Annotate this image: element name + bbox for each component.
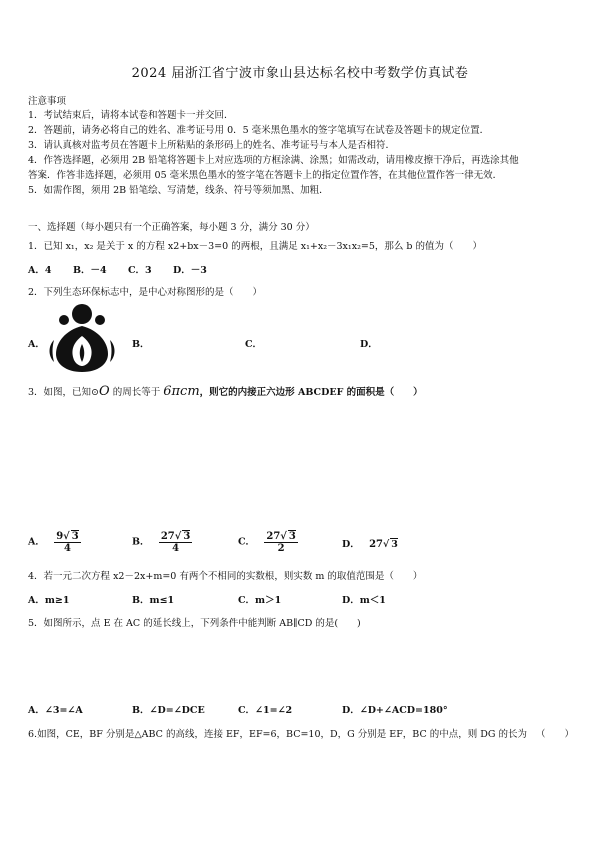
q2-option-a[interactable]: A． bbox=[28, 339, 45, 350]
option-label: B． bbox=[132, 536, 150, 548]
q1-option-b[interactable]: B．－4 bbox=[73, 265, 107, 276]
notes-item: 5．如需作图，须用 2B 铅笔绘、写清楚，线条、符号等须加黑、加粗． bbox=[28, 185, 329, 196]
q2-option-c[interactable]: C． bbox=[245, 339, 263, 350]
notes-item: 1．考试结束后，请将本试卷和答题卡一并交回． bbox=[28, 110, 234, 121]
q5-option-b[interactable]: B．∠D=∠DCE bbox=[132, 705, 205, 716]
q4-option-a[interactable]: A．m≥1 bbox=[28, 595, 70, 606]
notes-item: 4．作答选择题，必须用 2B 铅笔将答题卡上对应选项的方框涂满、涂黑；如需改动，请用橡皮擦干净后，再选涂其他 bbox=[28, 155, 519, 166]
q3-circle-o: O bbox=[99, 384, 110, 399]
q2-option-d[interactable]: D． bbox=[360, 339, 378, 350]
radicand: 3 bbox=[183, 531, 191, 542]
numerator: 9 bbox=[56, 531, 64, 542]
notes-item: 2．答题前，请务必将自己的姓名、准考证号用 0．5 毫米黑色墨水的签字笔填写在试卷及答题卡的规定位置． bbox=[28, 125, 490, 136]
question-2: 2．下列生态环保标志中，是中心对称图形的是（ ） bbox=[28, 287, 263, 298]
notes-item: 答案．作答非选择题，必须用 05 毫米黑色墨水的签字笔在答题卡上的指定位置作答，在其他位置作答一律无效． bbox=[28, 170, 503, 181]
q5-option-d[interactable]: D．∠D+∠ACD=180° bbox=[342, 705, 448, 716]
q1-option-a[interactable]: A．4 bbox=[28, 265, 52, 276]
denominator: 4 bbox=[63, 543, 71, 554]
question-5: 5．如图所示，点 E 在 AC 的延长线上，下列条件中能判断 AB∥CD 的是( ) bbox=[28, 618, 361, 629]
question-6: 6.如图，CE，BF 分别是△ABC 的高线，连接 EF，EF=6，BC=10，D，G 分别是 EF，BC 的中点，则 DG 的长为 bbox=[28, 729, 527, 740]
q4-option-c[interactable]: C．m＞1 bbox=[238, 595, 282, 606]
q3-option-a[interactable] bbox=[28, 530, 81, 554]
fraction: $\frac{9√ 3}{4}$ bbox=[56, 531, 79, 554]
q3-text-b: 的周长等于 bbox=[109, 387, 164, 398]
q3-option-c[interactable] bbox=[238, 530, 298, 554]
option-label: D． bbox=[342, 539, 360, 550]
denominator: 2 bbox=[277, 543, 285, 554]
question-3 bbox=[28, 384, 423, 399]
q3-option-b[interactable] bbox=[132, 530, 192, 554]
numerator: 27 bbox=[160, 531, 175, 542]
q4-option-b[interactable]: B．m≤1 bbox=[132, 595, 175, 606]
q4-option-d[interactable]: D．m＜1 bbox=[342, 595, 386, 606]
fraction: $\frac{27√ 3}{4}$ bbox=[160, 531, 191, 554]
section-heading: 一、选择题（每小题只有一个正确答案，每小题 3 分，满分 30 分） bbox=[28, 222, 315, 233]
numerator: 27 bbox=[266, 531, 281, 542]
fraction: $\frac{27√ 3}{2}$ bbox=[266, 531, 296, 554]
option-label: C． bbox=[238, 536, 256, 548]
q3-text-a: 3．如图，已知⊙ bbox=[28, 387, 100, 398]
q3-option-d[interactable]: D． 27√ 3 bbox=[342, 539, 398, 550]
radicand: 3 bbox=[391, 539, 398, 550]
question-1: 1．已知 x₁，x₂ 是关于 x 的方程 x2+bx－3=0 的两根，且满足 x₁+x₂－3x₁x₂=5，那么 b 的值为（ ） bbox=[28, 241, 483, 252]
q5-option-c[interactable]: C．∠1=∠2 bbox=[238, 705, 293, 716]
q1-option-d[interactable]: D．－3 bbox=[173, 265, 207, 276]
q3-text-c: ，则它的内接正六边形 ABCDEF 的面积是（ ） bbox=[199, 387, 423, 398]
q3-perimeter: 6πcm bbox=[163, 384, 200, 399]
notes-item: 3．请认真核对监考员在答题卡上所粘贴的条形码上的姓名、准考证号与本人是否相符． bbox=[28, 140, 396, 151]
coefficient: 27 bbox=[369, 539, 383, 550]
eco-logo-icon bbox=[44, 300, 120, 374]
notes-heading: 注意事项 bbox=[28, 96, 67, 107]
denominator: 4 bbox=[172, 543, 180, 554]
radicand: 3 bbox=[288, 531, 296, 542]
q5-option-a[interactable]: A．∠3=∠A bbox=[28, 705, 83, 716]
question-4: 4．若一元二次方程 x2－2x+m=0 有两个不相同的实数根，则实数 m 的取值范围是（ ） bbox=[28, 571, 423, 582]
option-label: A． bbox=[28, 536, 45, 548]
q2-option-b[interactable]: B． bbox=[132, 339, 150, 350]
radicand: 3 bbox=[71, 531, 79, 542]
q6-answer-paren: （ ） bbox=[536, 729, 575, 740]
q1-option-c[interactable]: C．3 bbox=[128, 265, 152, 276]
page-title: 2024 届浙江省宁波市象山县达标名校中考数学仿真试卷 bbox=[131, 66, 469, 81]
